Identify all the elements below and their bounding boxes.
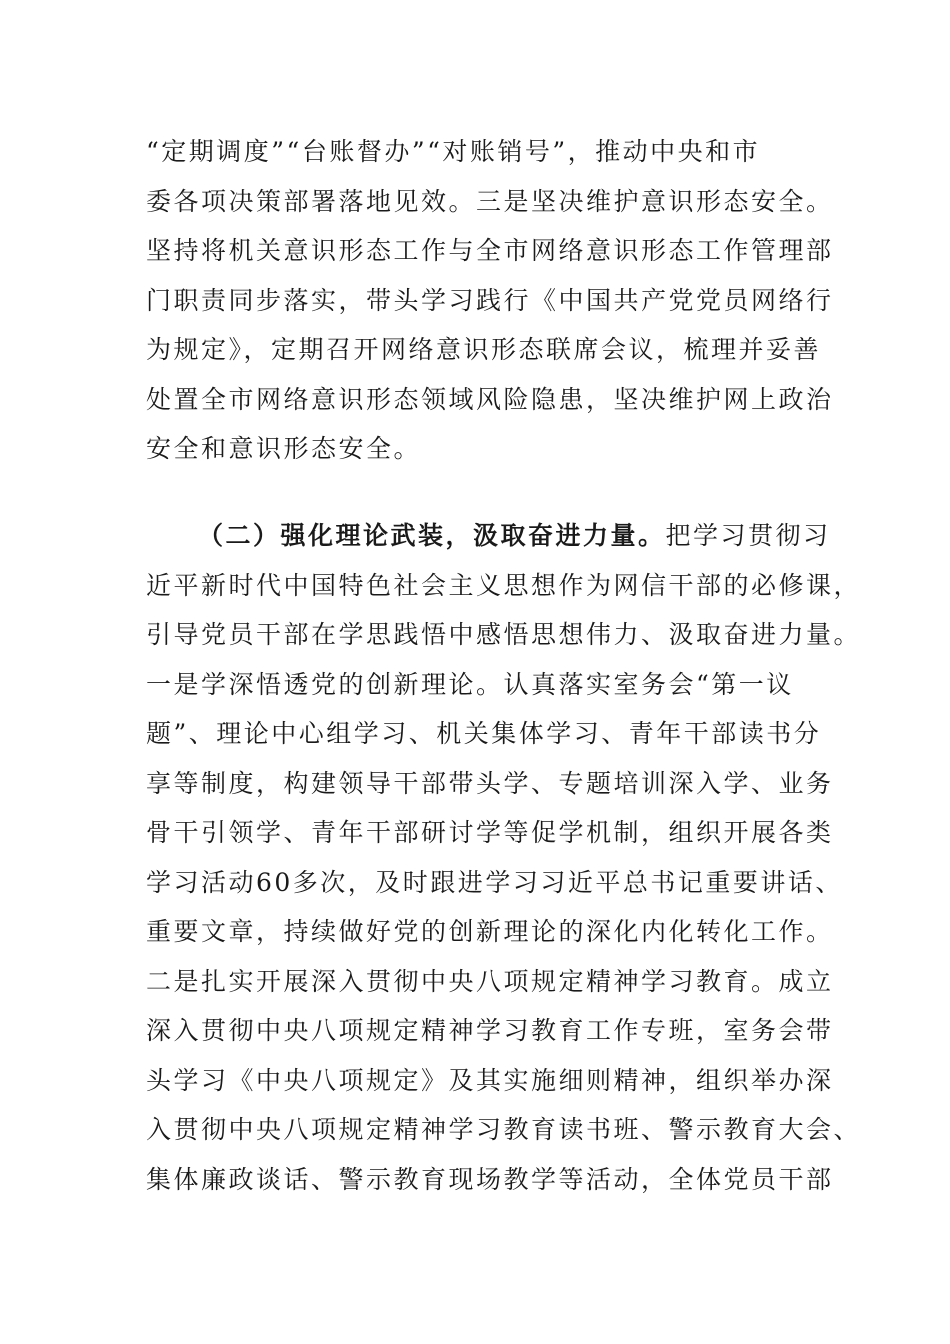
paragraph-line: 深入贯彻中央八项规定精神学习教育工作专班，室务会带 [146,1016,834,1045]
paragraph-line: 入贯彻中央八项规定精神学习教育读书班、警示教育大会、 [146,1115,862,1144]
paragraph-line: 学习活动60多次，及时跟进学习习近平总书记重要讲话、 [146,868,843,897]
paragraph-line: 坚持将机关意识形态工作与全市网络意识形态工作管理部 [146,236,834,265]
paragraph-line: 题”、理论中心组学习、机关集体学习、青年干部读书分 [146,719,822,748]
paragraph-line: “定期调度”“台账督办”“对账销号”，推动中央和市 [146,137,761,166]
section-heading: （二）强化理论武装，汲取奋进力量。 [198,521,666,550]
paragraph-line: 门职责同步落实，带头学习践行《中国共产党党员网络行 [146,286,834,315]
paragraph-line: 头学习《中央八项规定》及其实施细则精神，组织举办深 [146,1066,834,1095]
paragraph-line: 安全和意识形态安全。 [146,434,422,463]
paragraph-line: 享等制度，构建领导干部带头学、专题培训深入学、业务 [146,769,834,798]
paragraph-line: 为规定》，定期召开网络意识形态联席会议，梳理并妥善 [146,335,822,364]
paragraph-line: 集体廉政谈话、警示教育现场教学等活动，全体党员干部 [146,1165,834,1194]
paragraph-line: 骨干引领学、青年干部研讨学等促学机制，组织开展各类 [146,818,834,847]
section-heading-rest: 把学习贯彻习 [665,521,831,550]
paragraph-line: 近平新时代中国特色社会主义思想作为网信干部的必修课， [146,571,862,600]
paragraph-line: 一是学深悟透党的创新理论。认真落实室务会“第一议 [146,670,794,699]
paragraph-line: 二是扎实开展深入贯彻中央八项规定精神学习教育。成立 [146,967,834,996]
paragraph-line: 处置全市网络意识形态领域风险隐患，坚决维护网上政治 [146,385,834,414]
paragraph-line: 重要文章，持续做好党的创新理论的深化内化转化工作。 [146,917,834,946]
paragraph-line: 委各项决策部署落地见效。三是坚决维护意识形态安全。 [146,187,834,216]
section-first-line [198,521,831,551]
paragraph-line: 引导党员干部在学思践悟中感悟思想伟力、汲取奋进力量。 [146,620,862,649]
